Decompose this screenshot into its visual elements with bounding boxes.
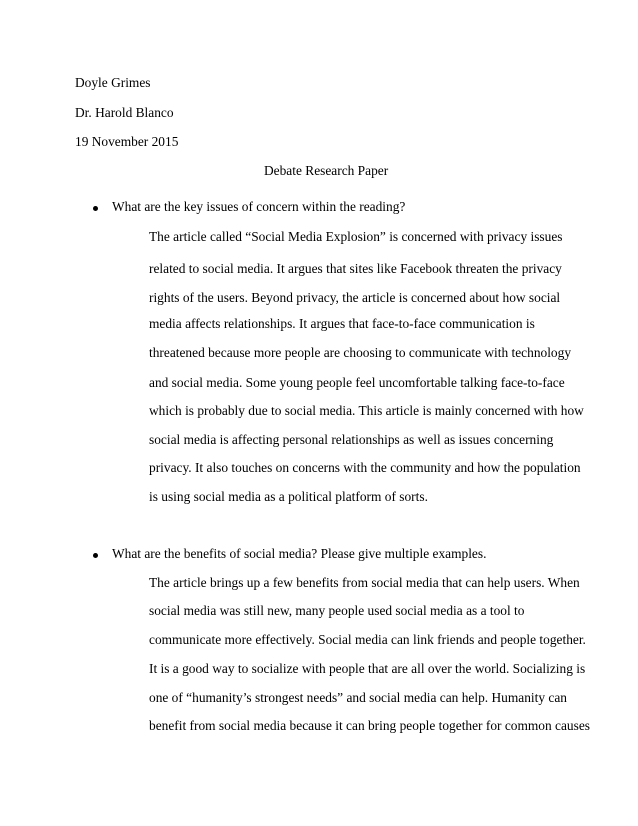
paragraph-line: It is a good way to socialize with people that are all over the world. Socializing is <box>149 661 586 676</box>
bullet-icon <box>93 206 98 211</box>
paragraph-line: social media is affecting personal relationships as well as issues concerning <box>149 432 554 447</box>
paragraph-line: The article called “Social Media Explosion” is concerned with privacy issues <box>149 229 563 244</box>
paragraph-line: threatened because more people are choosing to communicate with technology <box>149 345 572 360</box>
paragraph-line: rights of the users. Beyond privacy, the article is concerned about how social <box>149 290 561 305</box>
section-question: What are the benefits of social media? Please give multiple examples. <box>112 546 487 561</box>
document-title: Debate Research Paper <box>264 163 389 178</box>
document-date: 19 November 2015 <box>75 134 179 149</box>
instructor-name: Dr. Harold Blanco <box>75 105 174 120</box>
paragraph-line: is using social media as a political platform of sorts. <box>149 489 428 504</box>
bullet-icon <box>93 553 98 558</box>
paragraph-line: The article brings up a few benefits from social media that can help users. When <box>149 575 580 590</box>
paragraph-line: which is probably due to social media. This article is mainly concerned with how <box>149 403 584 418</box>
paragraph-line: related to social media. It argues that sites like Facebook threaten the privacy <box>149 261 562 276</box>
paragraph-line: communicate more effectively. Social media can link friends and people together. <box>149 632 586 647</box>
paragraph-line: benefit from social media because it can bring people together for common causes <box>149 718 590 733</box>
paragraph-line: privacy. It also touches on concerns with the community and how the population <box>149 460 581 475</box>
paragraph-line: one of “humanity’s strongest needs” and social media can help. Humanity can <box>149 690 567 705</box>
paragraph-line: media affects relationships. It argues that face-to-face communication is <box>149 316 535 331</box>
paragraph-line: social media was still new, many people used social media as a tool to <box>149 603 525 618</box>
section-question: What are the key issues of concern within the reading? <box>112 199 406 214</box>
paragraph-line: and social media. Some young people feel uncomfortable talking face-to-face <box>149 375 565 390</box>
author-name: Doyle Grimes <box>75 75 151 90</box>
